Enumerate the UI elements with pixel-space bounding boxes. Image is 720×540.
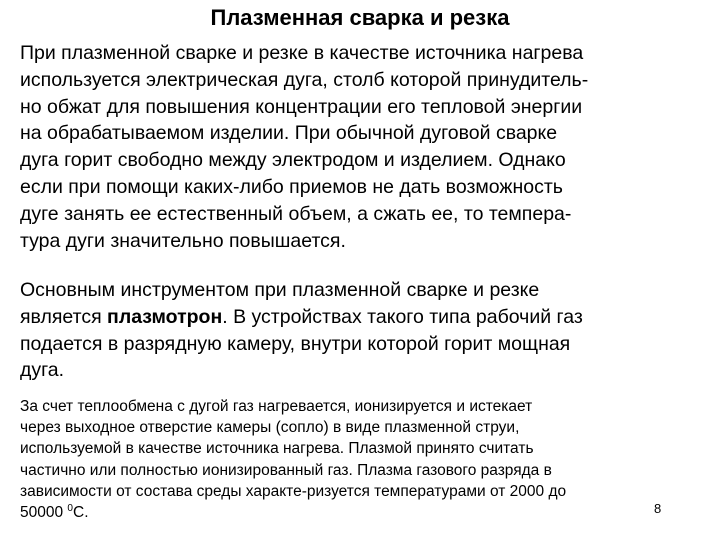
text-line: дуга. [20,359,65,382]
text-line: на обрабатываемом изделии. При обычной дуговой сварке [20,122,558,145]
text-line: тура дуги значительно повышается. [20,229,346,252]
text-line: зависимости от состава среды характе-ризуется температурами от 2000 до [20,482,567,500]
paragraph-heat-exchange [20,396,716,523]
text-segment: является [20,305,108,328]
text-line: используемой в качестве источника нагрева. Плазмой принято считать [20,440,534,458]
text-line: но обжат для повышения концентрации его тепловой энергии [20,95,583,118]
paragraph-plasmatron [20,277,716,384]
paragraph-plasma-intro [20,40,716,254]
text-line: частично или полностью ионизированный газ. Плазма газового разряда в [20,461,552,479]
page-number: 8 [654,501,662,516]
text-line: Основным инструментом при плазменной сварке и резке [20,279,540,301]
text-line: За счет теплообмена с дугой газ нагревается, ионизируется и истекает [20,398,533,415]
text-segment: . В устройствах такого типа рабочий газ [222,305,583,328]
text-line: используется электрическая дуга, столб которой принудитель- [20,68,589,91]
temperature-value: 50000 [20,504,68,522]
text-line: подается в разрядную камеру, внутри которой горит мощная [20,332,571,355]
temperature-unit: С. [73,504,89,522]
text-line: если при помощи каких-либо приемов не дать возможность [20,175,563,198]
text-line: дуге занять ее естественный объем, а сжать ее, то темпера- [20,202,572,225]
degree-superscript: 0 [67,502,74,514]
text-line-with-term [20,304,716,331]
text-line: При плазменной сварке и резке в качестве источника нагрева [20,42,584,64]
text-line: через выходное отверстие камеры (сопло) в виде плазменной струи, [20,419,520,437]
text-line-temperature [20,502,716,523]
slide-title: Плазменная сварка и резка [210,5,510,30]
bold-term-plasmatron: плазмотрон [107,305,223,328]
text-line: дуга горит свободно между электродом и изделием. Однако [20,149,566,172]
